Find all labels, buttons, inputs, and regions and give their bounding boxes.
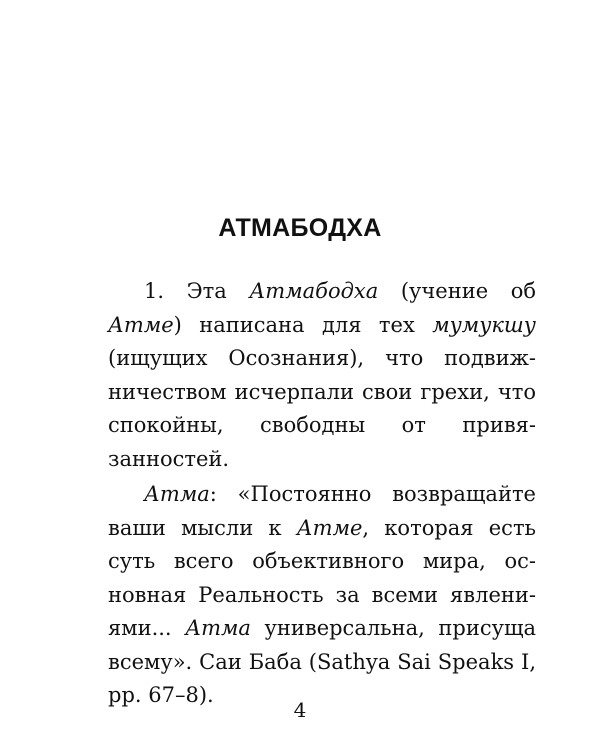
p1-text-3: ) написана для тех [173,312,433,337]
p1-term-atme: Атме [108,312,174,337]
p1-term-mumukshu: мумукшу [432,312,536,337]
p2-term-atme: Атме [296,515,363,540]
page-number: 4 [293,698,307,722]
p1-text-4: (ищущих Осознания), что подвижничеством исчерпали свои грехи, что спокойны, свободны от привязанностей. [108,346,536,471]
p2-text-3: универсальна, присуща всему». Саи Баба (Sathya Sai Speaks I, pp. 67–8). [108,616,536,707]
p2-text-1: : «Постоянно возвращайте ваши мысли к [108,482,536,540]
p2-text-2: , которая есть суть всего объективного мира, основная Реальность за всеми явлениями... [108,515,536,640]
p2-term-atma-2: Атма [185,616,251,640]
body-text [108,275,536,713]
paragraph-2 [108,478,536,713]
p1-text-1: 1. Эта [144,279,250,303]
paragraph-1 [108,275,536,476]
p1-text-2: (учение об [378,279,536,303]
p1-term-atmabodha: Атмабодха [249,279,379,303]
chapter-title: АТМАБОДХА [218,214,382,242]
p2-term-atma: Атма [144,482,210,506]
